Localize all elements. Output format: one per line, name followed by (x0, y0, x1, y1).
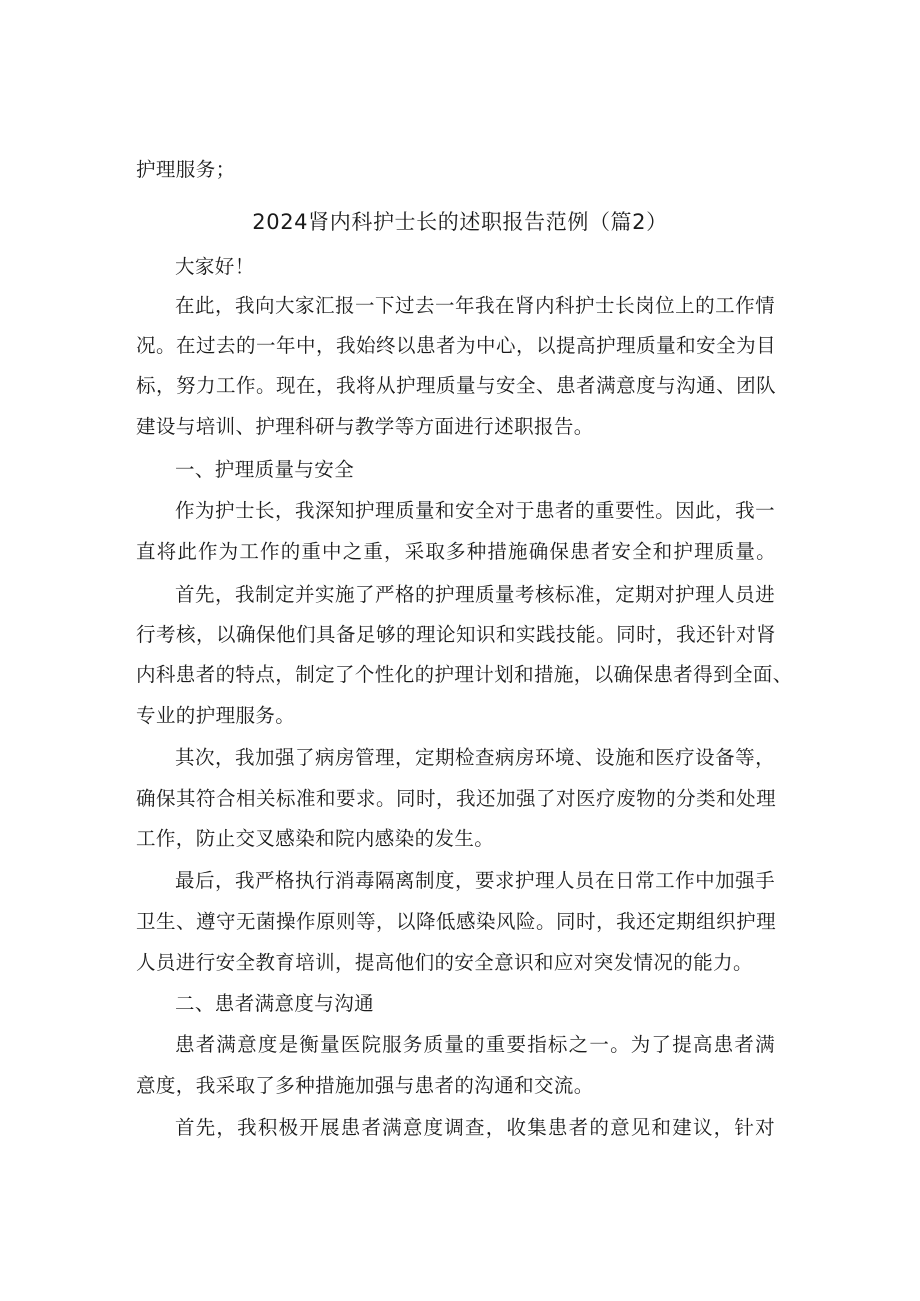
paragraph-line: 作为护士长，我深知护理质量和安全对于患者的重要性。因此，我一 (175, 499, 775, 522)
paragraph-line: 首先，我积极开展患者满意度调查，收集患者的意见和建议，针对 (175, 1116, 775, 1139)
paragraph-line: 首先，我制定并实施了严格的护理质量考核标准，定期对护理人员进 (175, 583, 775, 606)
paragraph-line: 内科患者的特点，制定了个性化的护理计划和措施，以确保患者得到全面、 (136, 663, 793, 686)
paragraph-line: 况。在过去的一年中，我始终以患者为中心，以提高护理质量和安全为目 (136, 334, 776, 357)
paragraph-line: 行考核，以确保他们具备足够的理论知识和实践技能。同时，我还针对肾 (136, 623, 776, 646)
document-title: 2024肾内科护士长的述职报告范例（篇2） (252, 210, 668, 234)
paragraph-line: 工作，防止交叉感染和院内感染的发生。 (136, 827, 495, 850)
paragraph-line: 人员进行安全教育培训，提高他们的安全意识和应对突发情况的能力。 (136, 951, 753, 974)
greeting: 大家好！ (175, 255, 255, 278)
paragraph-line: 直将此作为工作的重中之重，采取多种措施确保患者安全和护理质量。 (136, 540, 776, 563)
section-heading: 二、患者满意度与沟通 (175, 992, 375, 1015)
paragraph-line: 标，努力工作。现在，我将从护理质量与安全、患者满意度与沟通、团队 (136, 374, 776, 397)
paragraph-line: 确保其符合相关标准和要求。同时，我还加强了对医疗废物的分类和处理 (136, 787, 776, 810)
section-heading: 一、护理质量与安全 (175, 458, 355, 481)
paragraph-line: 在此，我向大家汇报一下过去一年我在肾内科护士长岗位上的工作情 (175, 294, 775, 317)
paragraph-line: 专业的护理服务。 (136, 704, 296, 727)
paragraph-line: 意度，我采取了多种措施加强与患者的沟通和交流。 (136, 1074, 594, 1097)
paragraph-line: 患者满意度是衡量医院服务质量的重要指标之一。为了提高患者满 (175, 1033, 775, 1056)
paragraph-line: 最后，我严格执行消毒隔离制度，要求护理人员在日常工作中加强手 (175, 869, 775, 892)
paragraph-line: 建设与培训、护理科研与教学等方面进行述职报告。 (136, 415, 594, 438)
paragraph-line: 卫生、遵守无菌操作原则等，以降低感染风险。同时，我还定期组织护理 (136, 910, 776, 933)
lead-line: 护理服务； (136, 158, 236, 181)
paragraph-line: 其次，我加强了病房管理，定期检查病房环境、设施和医疗设备等， (175, 746, 775, 769)
